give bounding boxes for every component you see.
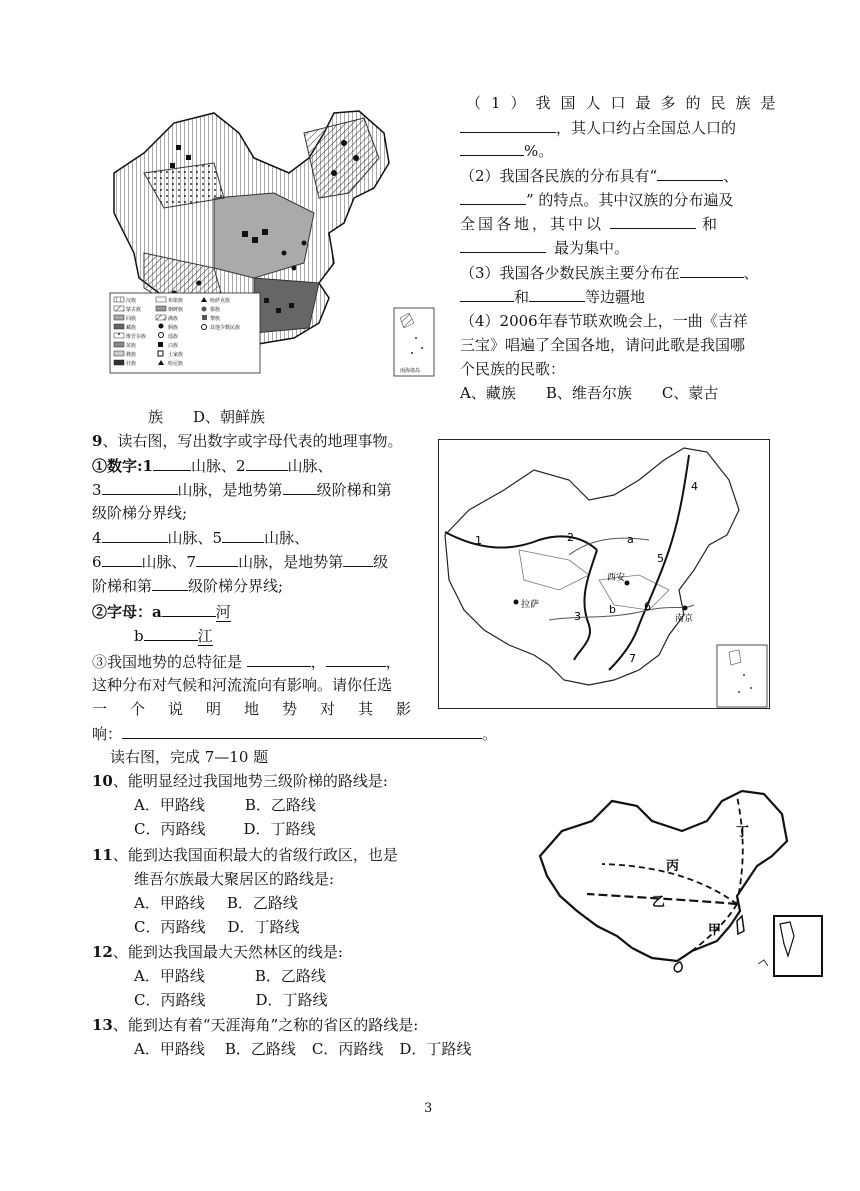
terrain-steps-map bbox=[438, 439, 770, 709]
question-part-1: （1）我国人口最多的民族是 bbox=[466, 94, 786, 112]
answer-blank[interactable] bbox=[144, 624, 198, 641]
question-part-4: （4）2006年春节联欢晚会上，一曲《吉祥 bbox=[460, 312, 748, 330]
svg-text:土家族: 土家族 bbox=[168, 352, 184, 358]
answer-blank[interactable] bbox=[283, 478, 317, 495]
option-a[interactable]: A．甲路线 bbox=[134, 967, 205, 985]
answer-blank[interactable] bbox=[196, 550, 238, 567]
section-intro: 读右图，完成 7—10 题 bbox=[110, 748, 269, 766]
answer-blank[interactable] bbox=[102, 478, 178, 495]
option-d[interactable]: D．丁路线 bbox=[399, 1040, 472, 1058]
svg-text:4: 4 bbox=[691, 480, 698, 493]
answer-blank[interactable] bbox=[122, 722, 482, 739]
answer-blank[interactable] bbox=[246, 454, 288, 471]
svg-text:乙: 乙 bbox=[652, 895, 666, 910]
svg-text:朝鲜族: 朝鲜族 bbox=[168, 307, 184, 313]
question-12: 12、能到达我国最大天然林区的线是: bbox=[92, 943, 343, 961]
answer-blank[interactable] bbox=[152, 574, 188, 591]
answer-blank[interactable] bbox=[102, 526, 168, 543]
answer-blank[interactable] bbox=[222, 526, 264, 543]
svg-text:7: 7 bbox=[629, 652, 636, 665]
svg-text:a: a bbox=[627, 533, 634, 546]
svg-text:布依族: 布依族 bbox=[168, 298, 184, 304]
svg-text:6: 6 bbox=[644, 600, 651, 613]
svg-text:侗族: 侗族 bbox=[168, 325, 179, 331]
answer-blank[interactable] bbox=[247, 650, 311, 667]
svg-text:南海诸岛: 南海诸岛 bbox=[400, 368, 421, 374]
answer-blank[interactable] bbox=[460, 285, 514, 302]
svg-text:1: 1 bbox=[475, 534, 482, 547]
svg-text:蒙古族: 蒙古族 bbox=[126, 307, 142, 313]
answer-blank[interactable] bbox=[657, 164, 723, 181]
svg-text:其他少数民族: 其他少数民族 bbox=[210, 325, 241, 331]
answer-blank[interactable] bbox=[460, 116, 556, 133]
ethnic-distribution-map bbox=[104, 103, 438, 383]
svg-text:2: 2 bbox=[567, 531, 574, 544]
routes-map bbox=[532, 786, 826, 982]
question-part-3: （3）我国各少数民族主要分布在 、 bbox=[460, 261, 759, 284]
option-a[interactable]: A．甲路线 bbox=[134, 1040, 205, 1058]
option-b[interactable]: B．乙路线 bbox=[226, 894, 298, 912]
svg-text:丙: 丙 bbox=[666, 859, 680, 874]
svg-text:b: b bbox=[609, 603, 616, 616]
answer-blank[interactable] bbox=[610, 212, 696, 229]
svg-text:苗族: 苗族 bbox=[126, 343, 137, 349]
svg-text:傣族: 傣族 bbox=[210, 307, 221, 313]
option-b[interactable]: B．乙路线 bbox=[224, 1040, 296, 1058]
page-number: 3 bbox=[424, 1101, 433, 1116]
svg-text:黎族: 黎族 bbox=[210, 316, 221, 322]
option-d[interactable]: D．丁路线 bbox=[227, 918, 300, 936]
answer-blank[interactable] bbox=[460, 236, 546, 253]
svg-text:彝族: 彝族 bbox=[126, 352, 137, 358]
question-part-4-options: A、藏族 B、维吾尔族 C、蒙古 bbox=[460, 384, 719, 402]
option-c[interactable]: C．丙路线 bbox=[134, 918, 206, 936]
answer-blank[interactable] bbox=[162, 600, 216, 617]
svg-text:维吾尔族: 维吾尔族 bbox=[126, 334, 147, 340]
option-a[interactable]: A．甲路线 bbox=[134, 796, 205, 814]
svg-text:拉萨: 拉萨 bbox=[521, 600, 540, 610]
answer-blank[interactable] bbox=[102, 550, 142, 567]
option-c[interactable]: C．丙路线 bbox=[311, 1040, 384, 1058]
question-10: 10、能明显经过我国地势三级阶梯的路线是: bbox=[92, 772, 388, 790]
svg-text:甲: 甲 bbox=[708, 923, 722, 938]
svg-text:哈萨克族: 哈萨克族 bbox=[210, 298, 231, 304]
question-11: 11、能到达我国面积最大的省级行政区，也是 bbox=[92, 846, 398, 864]
svg-text:满族: 满族 bbox=[168, 316, 179, 322]
option-d[interactable]: D．丁路线 bbox=[243, 820, 316, 838]
svg-text:南京: 南京 bbox=[675, 614, 694, 624]
svg-text:壮族: 壮族 bbox=[126, 361, 137, 367]
question-9-title: 9、读右图，写出数字或字母代表的地理事物。 bbox=[92, 432, 403, 450]
question-part-2: （2）我国各民族的分布具有“ 、 bbox=[460, 164, 738, 187]
svg-text:3: 3 bbox=[574, 610, 581, 623]
answer-blank[interactable] bbox=[343, 550, 373, 567]
svg-text:汉族: 汉族 bbox=[126, 298, 137, 304]
option-c[interactable]: C．丙路线 bbox=[134, 991, 206, 1009]
svg-text:5: 5 bbox=[657, 552, 664, 565]
answer-blank[interactable] bbox=[460, 139, 524, 156]
svg-text:回族: 回族 bbox=[126, 316, 137, 322]
svg-text:白族: 白族 bbox=[168, 343, 179, 349]
svg-text:瑶族: 瑶族 bbox=[168, 334, 179, 340]
question-13: 13、能到达有着“天涯海角”之称的省区的路线是: bbox=[92, 1016, 419, 1034]
answer-blank[interactable] bbox=[326, 650, 386, 667]
option-b[interactable]: B．乙路线 bbox=[254, 967, 326, 985]
svg-text:哈尼族: 哈尼族 bbox=[168, 361, 184, 367]
svg-text:西安: 西安 bbox=[607, 573, 626, 583]
svg-text:藏族: 藏族 bbox=[126, 325, 137, 331]
option-a[interactable]: A．甲路线 bbox=[134, 894, 205, 912]
option-b[interactable]: B．乙路线 bbox=[244, 796, 316, 814]
svg-text:丁: 丁 bbox=[736, 825, 750, 840]
option-c[interactable]: C．丙路线 bbox=[134, 820, 206, 838]
answer-blank[interactable] bbox=[680, 261, 744, 278]
option-d[interactable]: D．丁路线 bbox=[255, 991, 328, 1009]
answer-blank[interactable] bbox=[153, 454, 191, 471]
answer-blank[interactable] bbox=[529, 285, 585, 302]
answer-blank[interactable] bbox=[460, 188, 526, 205]
